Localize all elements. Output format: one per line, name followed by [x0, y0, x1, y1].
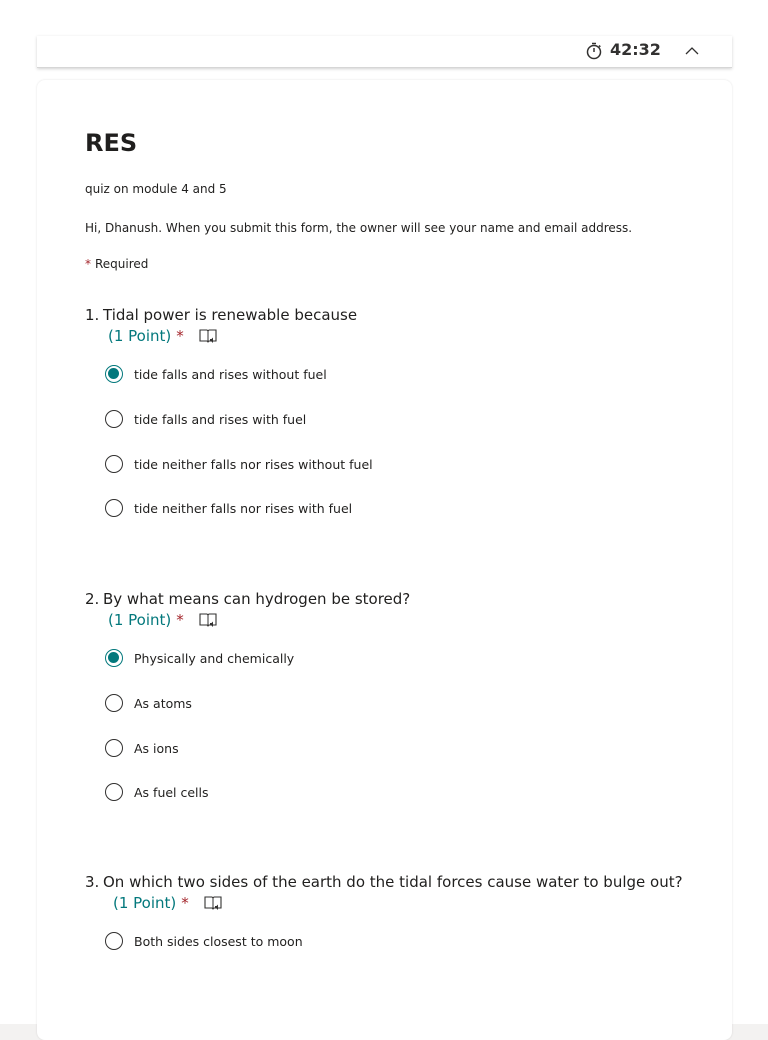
option-label: As atoms [134, 695, 192, 711]
stopwatch-icon [585, 42, 603, 60]
question-1 [85, 306, 705, 516]
question-3 [85, 873, 725, 963]
option-label: tide falls and rises with fuel [134, 411, 307, 427]
chevron-up-icon[interactable] [681, 40, 703, 62]
required-label: Required [95, 257, 149, 271]
option-label: As fuel cells [134, 784, 209, 800]
question-points: (1 Point) [108, 327, 172, 345]
option-label: As ions [134, 740, 179, 756]
question-2 [85, 590, 705, 800]
radio-unselected[interactable] [105, 455, 123, 473]
immersive-reader-icon[interactable] [203, 894, 223, 912]
radio-unselected[interactable] [105, 499, 123, 517]
question-title: Tidal power is renewable because [103, 306, 358, 324]
required-asterisk: * [85, 257, 91, 271]
radio-unselected[interactable] [105, 694, 123, 712]
immersive-reader-icon[interactable] [198, 327, 218, 345]
option-label: Both sides closest to moon [134, 933, 303, 949]
option-label: tide falls and rises without fuel [134, 366, 327, 382]
question-number: 2. [85, 590, 100, 608]
option-label: tide neither falls nor rises without fuel [134, 456, 373, 472]
form-title: RES [85, 129, 138, 157]
form-description: quiz on module 4 and 5 [85, 182, 227, 196]
radio-unselected[interactable] [105, 783, 123, 801]
question-points: (1 Point) [108, 611, 172, 629]
identity-notice: Hi, Dhanush. When you submit this form, the owner will see your name and email address. [85, 221, 633, 235]
answer-option[interactable] [105, 496, 352, 520]
question-meta [108, 611, 218, 629]
answer-option[interactable] [105, 362, 327, 386]
radio-unselected[interactable] [105, 932, 123, 950]
option-label: Physically and chemically [134, 650, 295, 666]
option-label: tide neither falls nor rises with fuel [134, 500, 353, 516]
answer-option[interactable] [105, 407, 306, 431]
radio-unselected[interactable] [105, 739, 123, 757]
required-asterisk: * [176, 611, 184, 629]
required-asterisk: * [181, 894, 189, 912]
required-asterisk: * [176, 327, 184, 345]
top-bar [37, 36, 732, 68]
question-number: 1. [85, 306, 100, 324]
required-legend [85, 257, 148, 271]
form-card [37, 80, 732, 1040]
question-points: (1 Point) [113, 894, 177, 912]
answer-option[interactable] [105, 691, 192, 715]
question-meta [113, 894, 223, 912]
question-title: By what means can hydrogen be stored? [103, 590, 411, 608]
question-number: 3. [85, 873, 100, 891]
answer-option[interactable] [105, 929, 303, 953]
answer-option[interactable] [105, 736, 179, 760]
immersive-reader-icon[interactable] [198, 611, 218, 629]
answer-option[interactable] [105, 646, 294, 670]
radio-unselected[interactable] [105, 410, 123, 428]
answer-option[interactable] [105, 452, 373, 476]
radio-selected[interactable] [105, 649, 123, 667]
question-title: On which two sides of the earth do the tidal forces cause water to bulge out? [103, 873, 683, 891]
answer-option[interactable] [105, 780, 209, 804]
timer-display: 42:32 [610, 40, 661, 59]
question-meta [108, 327, 218, 345]
radio-selected[interactable] [105, 365, 123, 383]
